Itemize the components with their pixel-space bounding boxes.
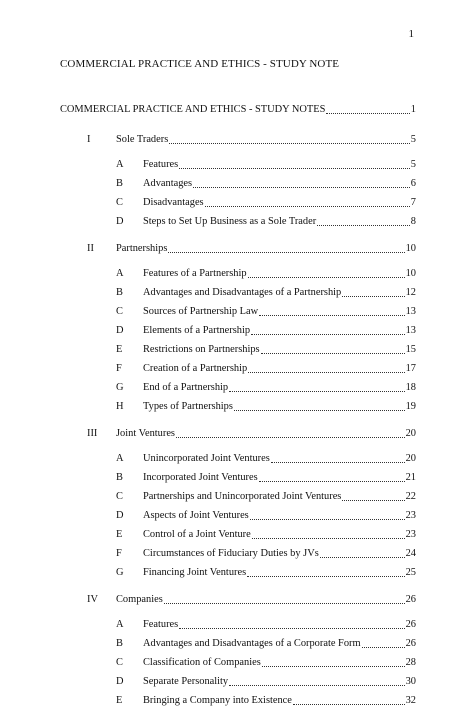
toc-entry-number: I (87, 134, 91, 145)
toc-subsection-entry[interactable] (60, 637, 416, 651)
toc-entry-label: Circumstances of Fiduciary Duties by JVs (143, 548, 319, 559)
toc-entry-number: A (116, 268, 124, 279)
toc-entry-number: E (116, 529, 123, 540)
toc-entry-label: Features (143, 619, 179, 630)
toc-subsection-entry[interactable] (60, 618, 416, 632)
dot-leader (362, 647, 405, 648)
dot-leader (179, 628, 404, 629)
toc-entry-label: Sole Traders (116, 134, 169, 145)
toc-entry-label: Control of a Joint Venture (143, 529, 251, 540)
dot-leader (205, 206, 410, 207)
dot-leader (259, 315, 404, 316)
toc-entry-label: Partnerships and Unincorporated Joint Ventures (143, 491, 342, 502)
toc-entry-number: E (116, 695, 123, 706)
toc-subsection-entry[interactable] (60, 381, 416, 395)
dot-leader (317, 225, 410, 226)
dot-leader (168, 252, 404, 253)
toc-entry-number: F (116, 363, 122, 374)
toc-entry-label: Restrictions on Partnerships (143, 344, 260, 355)
table-of-contents (60, 103, 416, 721)
toc-entry-label: Features (143, 159, 179, 170)
toc-subsection-entry[interactable] (60, 566, 416, 580)
toc-entry-page: 8 (410, 216, 416, 227)
toc-section-entry[interactable] (60, 593, 416, 607)
toc-entry-number: IV (87, 594, 98, 605)
toc-section-entry[interactable] (60, 133, 416, 147)
toc-entry-label: Bringing a Company into Existence (143, 695, 292, 706)
toc-entry-number: G (116, 382, 124, 393)
toc-entry-page: 26 (405, 638, 416, 649)
toc-subsection-entry[interactable] (60, 286, 416, 300)
toc-entry-page: 13 (405, 306, 416, 317)
toc-entry-page: 5 (410, 134, 416, 145)
dot-leader (193, 187, 410, 188)
toc-entry-label: Partnerships (116, 243, 168, 254)
toc-subsection-entry[interactable] (60, 305, 416, 319)
dot-leader (259, 481, 405, 482)
toc-subsection-entry[interactable] (60, 490, 416, 504)
dot-leader (271, 462, 405, 463)
toc-entry-label: Advantages (143, 178, 193, 189)
dot-leader (250, 519, 405, 520)
toc-entry-number: C (116, 491, 123, 502)
toc-entry-number: D (116, 325, 124, 336)
dot-leader (248, 277, 405, 278)
dot-leader (293, 704, 405, 705)
toc-entry-page: 1 (410, 104, 416, 115)
toc-entry-page: 20 (405, 428, 416, 439)
toc-subsection-entry[interactable] (60, 675, 416, 689)
toc-entry-label: Financing Joint Ventures (143, 567, 247, 578)
toc-entry-number: F (116, 548, 122, 559)
toc-entry-label: Creation of a Partnership (143, 363, 248, 374)
toc-section-entry[interactable] (60, 242, 416, 256)
toc-subsection-entry[interactable] (60, 528, 416, 542)
toc-entry-page: 21 (405, 472, 416, 483)
toc-entry-number: B (116, 472, 123, 483)
toc-subsection-entry[interactable] (60, 656, 416, 670)
dot-leader (234, 410, 405, 411)
dot-leader (342, 500, 404, 501)
toc-entry-page: 10 (405, 268, 416, 279)
dot-leader (261, 353, 405, 354)
toc-subsection-entry[interactable] (60, 362, 416, 376)
toc-entry-label: Classification of Companies (143, 657, 261, 668)
toc-entry-number: A (116, 453, 124, 464)
dot-leader (247, 576, 404, 577)
toc-entry-number: C (116, 657, 123, 668)
toc-entry-page: 25 (405, 567, 416, 578)
toc-subsection-entry[interactable] (60, 547, 416, 561)
toc-subsection-entry[interactable] (60, 158, 416, 172)
toc-entry-page: 23 (405, 529, 416, 540)
toc-entry-page: 32 (405, 695, 416, 706)
toc-entry-number: B (116, 178, 123, 189)
toc-entry-page: 30 (405, 676, 416, 687)
toc-entry-number: D (116, 510, 124, 521)
toc-entry-number: A (116, 619, 124, 630)
toc-entry-number: G (116, 567, 124, 578)
toc-subsection-entry[interactable] (60, 400, 416, 414)
toc-entry-page: 12 (405, 287, 416, 298)
toc-entry-page: 23 (405, 510, 416, 521)
toc-entry-page: 13 (405, 325, 416, 336)
toc-entry-number: B (116, 287, 123, 298)
dot-leader (179, 168, 410, 169)
toc-subsection-entry[interactable] (60, 452, 416, 466)
dot-leader (262, 666, 405, 667)
toc-entry-label: Sources of Partnership Law (143, 306, 259, 317)
toc-entry-page: 6 (410, 178, 416, 189)
toc-subsection-entry[interactable] (60, 343, 416, 357)
dot-leader (176, 437, 405, 438)
toc-entry-page: 5 (410, 159, 416, 170)
toc-entry-label: Advantages and Disadvantages of a Corporate Form (143, 638, 361, 649)
toc-entry-number: C (116, 306, 123, 317)
toc-entry-page: 26 (405, 594, 416, 605)
toc-entry-number: D (116, 676, 124, 687)
toc-entry-label: Aspects of Joint Ventures (143, 510, 249, 521)
toc-subsection-entry[interactable] (60, 471, 416, 485)
toc-entry-page: 22 (405, 491, 416, 502)
page-number: 1 (408, 28, 414, 40)
toc-entry-page: 26 (405, 619, 416, 630)
dot-leader (169, 143, 410, 144)
toc-entry-label: Companies (116, 594, 163, 605)
dot-leader (342, 296, 404, 297)
toc-entry-label: Advantages and Disadvantages of a Partnership (143, 287, 342, 298)
toc-entry-page: 10 (405, 243, 416, 254)
toc-entry-label: COMMERCIAL PRACTICE AND ETHICS - STUDY NOTES (60, 104, 326, 115)
toc-entry-label: Separate Personality (143, 676, 229, 687)
toc-subsection-entry[interactable] (60, 177, 416, 191)
toc-entry-number: C (116, 197, 123, 208)
dot-leader (326, 113, 409, 114)
document-header: COMMERCIAL PRACTICE AND ETHICS - STUDY NOTE (60, 58, 340, 70)
dot-leader (229, 685, 404, 686)
toc-entry-label: Joint Ventures (116, 428, 175, 439)
toc-entry-page: 18 (405, 382, 416, 393)
toc-entry-page: 20 (405, 453, 416, 464)
toc-entry-page: 28 (405, 657, 416, 668)
dot-leader (252, 538, 405, 539)
dot-leader (229, 391, 404, 392)
toc-subsection-entry[interactable] (60, 196, 416, 210)
toc-entry-label: Features of a Partnership (143, 268, 247, 279)
toc-entry-number: H (116, 401, 124, 412)
toc-section-entry[interactable] (60, 427, 416, 441)
toc-entry-number: III (87, 428, 98, 439)
toc-entry-number: E (116, 344, 123, 355)
toc-subsection-entry[interactable] (60, 215, 416, 229)
toc-entry-page: 17 (405, 363, 416, 374)
toc-entry-label: End of a Partnership (143, 382, 229, 393)
toc-subsection-entry[interactable] (60, 324, 416, 338)
toc-entry-page: 19 (405, 401, 416, 412)
toc-entry-label: Elements of a Partnership (143, 325, 251, 336)
dot-leader (320, 557, 405, 558)
toc-subsection-entry[interactable] (60, 694, 416, 708)
toc-entry-page: 7 (410, 197, 416, 208)
dot-leader (248, 372, 404, 373)
toc-entry-label: Unincorporated Joint Ventures (143, 453, 270, 464)
toc-entry-label: Disadvantages (143, 197, 204, 208)
toc-entry-label: Steps to Set Up Business as a Sole Trader (143, 216, 317, 227)
toc-entry-page: 15 (405, 344, 416, 355)
dot-leader (164, 603, 405, 604)
toc-entry-number: B (116, 638, 123, 649)
dot-leader (251, 334, 405, 335)
toc-subsection-entry[interactable] (60, 509, 416, 523)
toc-entry-title[interactable] (60, 103, 416, 117)
toc-entry-label: Incorporated Joint Ventures (143, 472, 258, 483)
toc-entry-page: 24 (405, 548, 416, 559)
toc-entry-number: II (87, 243, 94, 254)
toc-entry-label: Types of Partnerships (143, 401, 233, 412)
toc-subsection-entry[interactable] (60, 267, 416, 281)
toc-entry-number: A (116, 159, 124, 170)
toc-entry-number: D (116, 216, 124, 227)
